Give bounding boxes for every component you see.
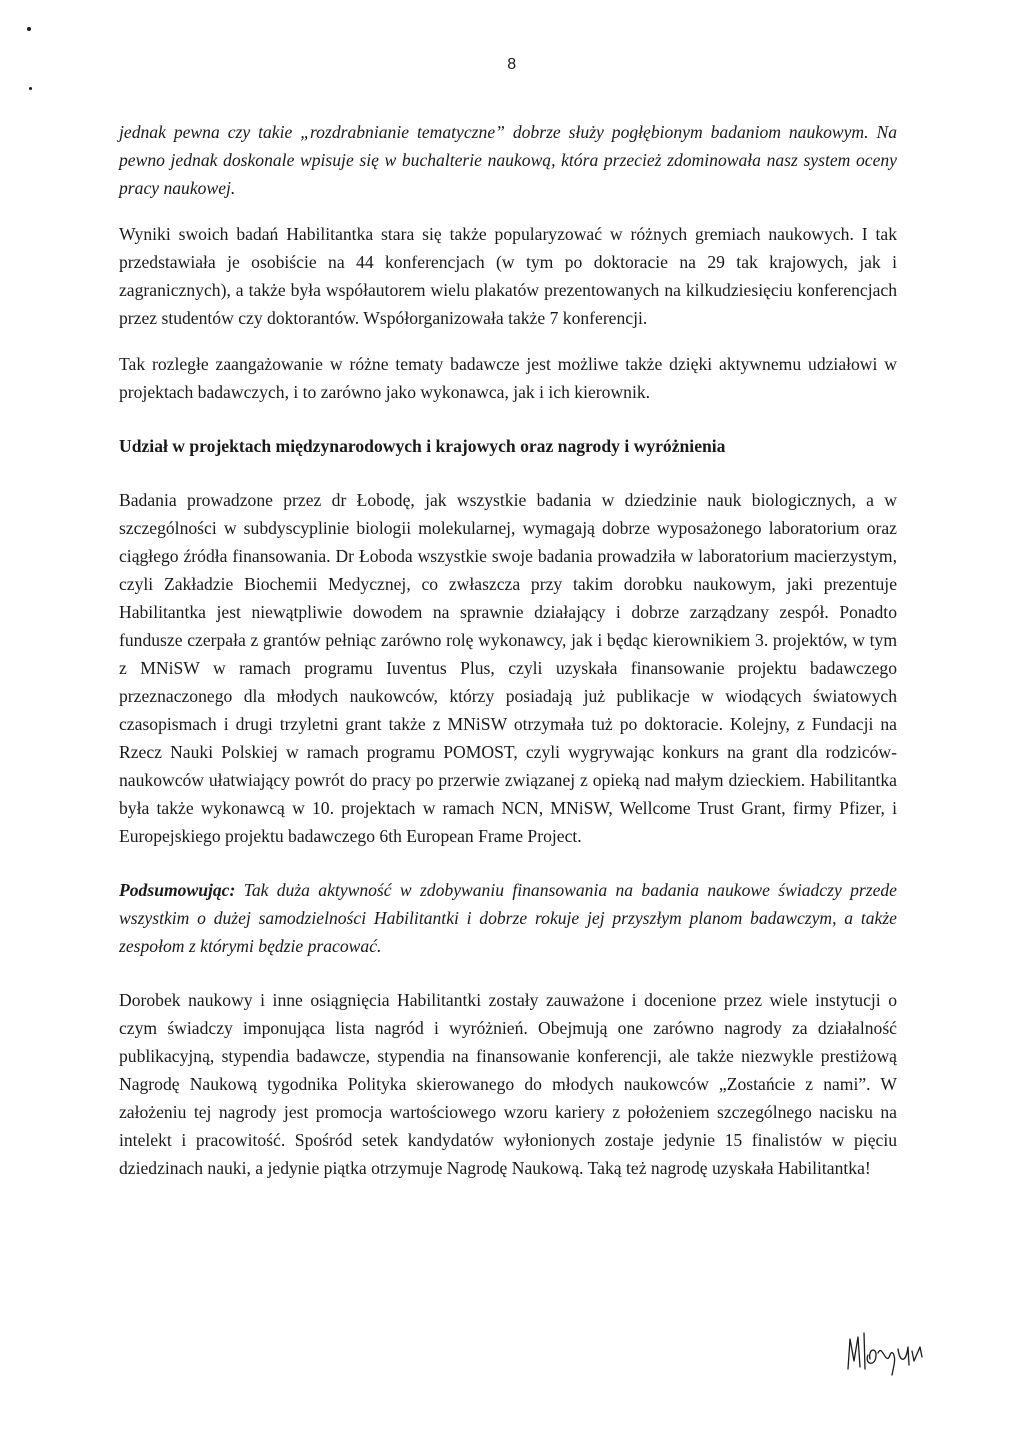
summary-label: Podsumowując:	[119, 880, 236, 900]
paragraph-summary	[119, 876, 897, 960]
paragraph-awards: Dorobek naukowy i inne osiągnięcia Habilitantki zostały zauważone i docenione przez wiele instytucji o czym świadczy imponująca lista nagród i wyróżnień. Obejmują one zarówno nagrody za działalność publikacyjną, stypendia badawcze, stypendia na finansowanie konferencji, ale także niezwykle prestiżową Nagrodę Naukową tygodnika Polityka skierowanego do młodych naukowców „Zostańcie z nami”. W założeniu tej nagrody jest promocja wartościowego wzoru kariery z położeniem szczególnego nacisku na intelekt i pracowitość. Spośród setek kandydatów wyłonionych zostaje jedynie 15 finalistów w pięciu dziedzinach nauki, a jedynie piątka otrzymuje Nagrodę Naukową. Taką też nagrodę uzyskała Habilitantka!	[119, 990, 897, 1178]
scan-speck	[29, 87, 32, 90]
paragraph-popularization: Wyniki swoich badań Habilitantka stara się także popularyzować w różnych gremiach naukowych. I tak przedstawiała je osobiście na 44 konferencjach (w tym po doktoracie na 29 tak krajowych, jak i zagranicznych), a także była współautorem wielu plakatów prezentowanych na kilkudziesięciu konferencjach przez studentów czy doktorantów. Współorganizowała także 7 konferencji.	[119, 224, 897, 328]
section-heading: Udział w projektach międzynarodowych i krajowych oraz nagrody i wyróżnienia	[119, 436, 726, 456]
paragraph-research-fragmentation: jednak pewna czy takie „rozdrabnianie tematyczne” dobrze służy pogłębionym badaniom naukowym. Na pewno jednak doskonale wpisuje się w buchalterie naukową, która przecież zdominowała nasz system oceny pracy naukowej.	[119, 122, 897, 198]
summary-text: Tak duża aktywność w zdobywaniu finansowania na badania naukowe świadczy przede wszystkim o dużej samodzielności Habilitantki i dobrze rokuje jej przyszłym planom badawczym, a także zespołom z którymi będzie pracować.	[119, 880, 897, 956]
signature-icon	[842, 1325, 952, 1377]
document-body	[119, 118, 897, 1182]
scan-speck	[27, 27, 31, 31]
paragraph-funding: Badania prowadzone przez dr Łobodę, jak wszystkie badania w dziedzinie nauk biologicznych, a w szczególności w subdyscyplinie biologii molekularnej, wymagają dobrze wyposażonego laboratorium oraz ciągłego źródła finansowania. Dr Łoboda wszystkie swoje badania prowadziła w laboratorium macierzystym, czyli Zakładzie Biochemii Medycznej, co zwłaszcza przy takim dorobku naukowym, jaki prezentuje Habilitantka jest niewątpliwie dowodem na sprawnie działający i dobrze zarządzany zespół. Ponadto fundusze czerpała z grantów pełniąc zarówno rolę wykonawcy, jak i będąc kierownikiem 3. projektów, w tym z MNiSW w ramach programu Iuventus Plus, czyli uzyskała finansowanie projektu badawczego przeznaczonego dla młodych naukowców, którzy posiadają już publikacje w wiodących światowych czasopismach i drugi trzyletni grant także z MNiSW otrzymała tuż po doktoracie. Kolejny, z Fundacji na Rzecz Nauki Polskiej w ramach programu POMOST, czyli wygrywając konkurs na grant dla rodziców-naukowców ułatwiający powrót do pracy po przerwie związanej z opieką nad małym dzieckiem. Habilitantka była także wykonawcą w 10. projektach w ramach NCN, MNiSW, Wellcome Trust Grant, firmy Pfizer, i Europejskiego projektu badawczego 6th European Frame Project.	[119, 490, 897, 846]
paragraph-project-engagement: Tak rozległe zaangażowanie w różne tematy badawcze jest możliwe także dzięki aktywnemu udziałowi w projektach badawczych, i to zarówno jako wykonawca, jak i ich kierownik.	[119, 354, 897, 402]
page-number: 8	[507, 56, 517, 73]
